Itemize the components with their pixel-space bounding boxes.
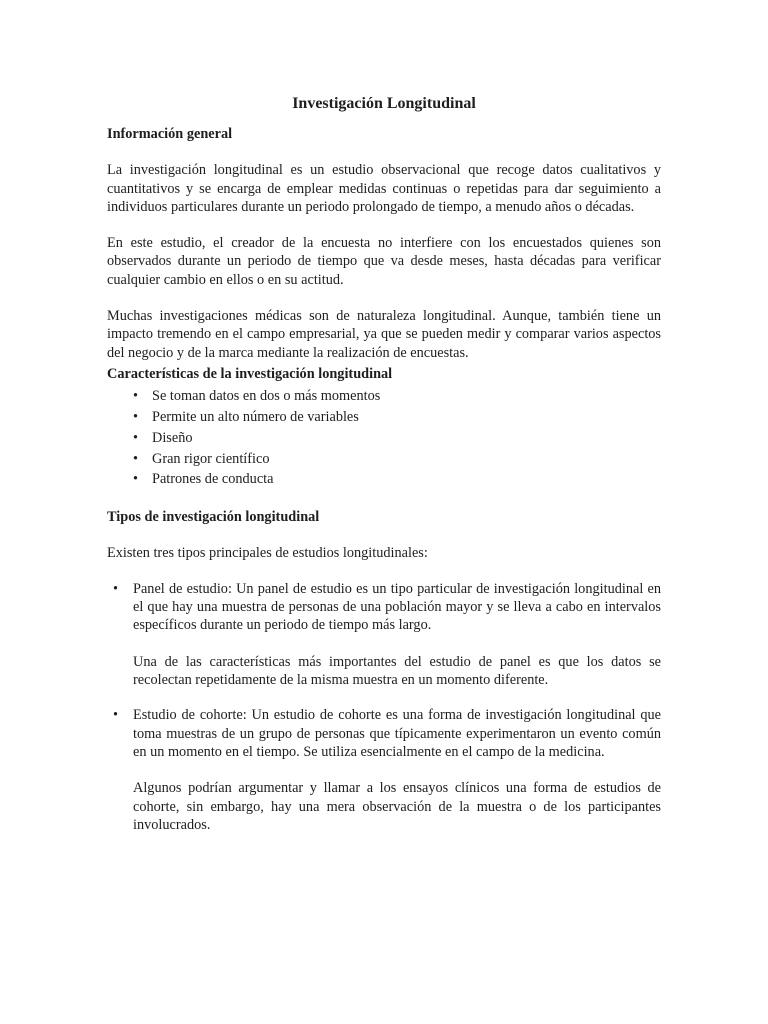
list-item-text: Gran rigor científico (152, 450, 270, 467)
overview-paragraph-2: En este estudio, el creador de la encuesta no interfiere con los encuestados quienes son observados durante un periodo de tiempo que va desde meses, hasta décadas para verificar cualquier cambio en ellos o en su actitud. (107, 235, 661, 288)
types-intro: Existen tres tipos principales de estudios longitudinales: (107, 544, 428, 561)
bullet-icon: • (133, 471, 139, 488)
list-item (107, 706, 661, 834)
type-panel-detail: Una de las características más importantes del estudio de panel es que los datos se recolectan repetidamente de la misma muestra en un momento diferente. (133, 653, 661, 689)
list-item (107, 428, 661, 449)
list-item (107, 407, 661, 428)
type-cohort-detail: Algunos podrían argumentar y llamar a los ensayos clínicos una forma de estudios de cohorte, sin embargo, hay una mera observación de la muestra o de los participantes involucrados. (133, 780, 661, 833)
list-item (107, 386, 661, 407)
list-item-text: Se toman datos en dos o más momentos (152, 388, 381, 405)
overview-paragraph-1: La investigación longitudinal es un estudio observacional que recoge datos cualitativos y cuantitativos y se encarga de emplear medidas continuas o repetidas para dar seguimiento a individuos particulares durante un periodo prolongado de tiempo, a menudo años o décadas. (107, 162, 661, 215)
list-item (107, 580, 661, 689)
bullet-icon: • (113, 580, 119, 597)
list-item-text: Permite un alto número de variables (152, 409, 359, 426)
bullet-icon: • (133, 388, 139, 405)
type-panel-text: Panel de estudio: Un panel de estudio es un tipo particular de investigación longitudinal en el que hay una muestra de personas de una población mayor y se lleva a cabo en intervalos específicos durante un periodo de tiempo más largo. (133, 580, 661, 634)
bullet-icon: • (133, 450, 139, 467)
list-item-text: Diseño (152, 429, 193, 446)
list-item (107, 449, 661, 470)
bullet-icon: • (133, 429, 139, 446)
characteristics-heading: Características de la investigación longitudinal (107, 365, 393, 382)
bullet-icon: • (113, 707, 119, 724)
document-content (107, 94, 661, 848)
type-cohort-text: Estudio de cohorte: Un estudio de cohorte es una forma de investigación longitudinal que toma muestras de un grupo de personas que típicamente experimentaron un evento común en un momento en el tiempo. Se utiliza esencialmente en el campo de la medicina. (133, 707, 661, 760)
characteristics-list (107, 386, 661, 490)
overview-heading: Información general (107, 126, 233, 142)
document-title: Investigación Longitudinal (292, 95, 476, 112)
types-list (107, 580, 661, 834)
types-heading: Tipos de investigación longitudinal (107, 509, 320, 526)
overview-paragraph-3: Muchas investigaciones médicas son de naturaleza longitudinal. Aunque, también tiene un impacto tremendo en el campo empresarial, ya que se pueden medir y comparar varios aspectos del negocio y de la marca mediante la realización de encuestas. (107, 308, 661, 361)
list-item (107, 469, 661, 490)
list-item-text: Patrones de conducta (152, 471, 274, 488)
bullet-icon: • (133, 409, 139, 426)
